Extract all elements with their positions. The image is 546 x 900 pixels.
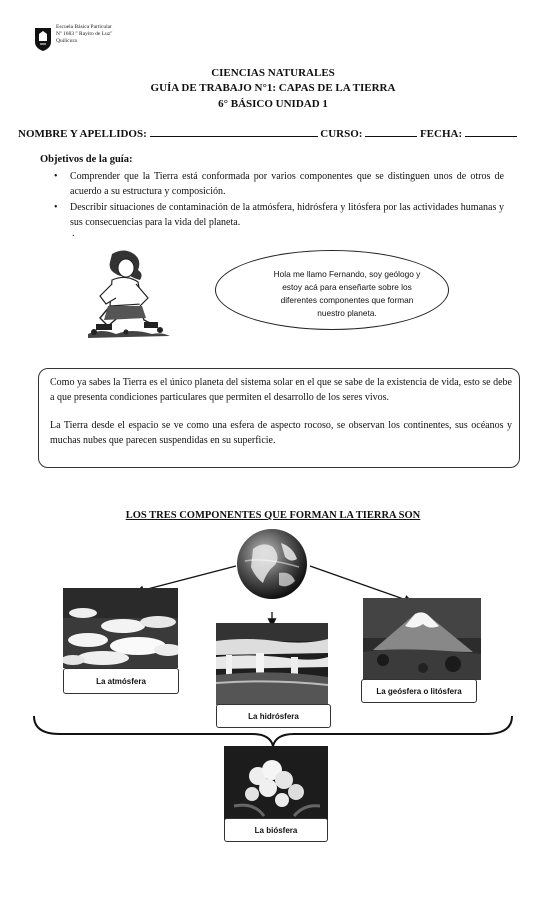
course-label: CURSO: [320,128,363,140]
stray-dot: . [72,228,75,239]
school-logo [33,26,53,52]
info-paragraph-2: La Tierra desde el espacio se ve como una esfera de aspecto rocoso, se observan los continentes, sus océanos y muchas nubes que parecen suspendidas en su superficie. [50,420,512,446]
objectives-list [52,169,504,230]
school-line-2: Nº 1683 " Rayito de Luz" [56,31,113,37]
speech-bubble-text: Hola me llamo Fernando, soy geólogo y estoy acá para enseñarte sobre los diferentes componentes que forman nuestro planeta. [273,269,421,318]
level-title: 6° BÁSICO UNIDAD 1 [218,98,328,110]
objective-item: • Comprender que la Tierra está conformada por varios componentes que se distinguen unos de otros de acuerdo a su estructura y composición. [52,169,504,199]
atmosphere-label: La atmósfera [63,668,179,694]
student-info-row [18,125,517,140]
info-paragraph-1: Como ya sabes la Tierra es el único planeta del sistema solar en el que se sabe de la existencia de vida, esto se debe a que presenta condiciones particulares que permiten el desarrollo de los seres vivos. [50,377,512,403]
name-label: NOMBRE Y APELLIDOS: [18,128,147,140]
hydrosphere-label: La hidrósfera [216,704,331,728]
geosphere-label: La geósfera o litósfera [361,679,477,703]
date-label: FECHA: [419,128,463,140]
name-field[interactable] [150,125,318,137]
components-title: LOS TRES COMPONENTES QUE FORMAN LA TIERRA SON [125,510,421,521]
biosphere-photo [224,746,328,820]
school-line-3: Quilicura [56,38,77,44]
date-field[interactable] [465,125,517,137]
school-line-1: Escuela Básica Particular [56,24,112,30]
school-name [56,24,112,45]
curly-brace [30,712,516,748]
geosphere-photo [363,598,481,680]
hydrosphere-photo [216,623,328,705]
earth-globe-image [235,527,309,601]
biosphere-label: La biósfera [224,818,328,842]
guide-title: GUÍA DE TRABAJO N°1: CAPAS DE LA TIERRA [150,82,396,94]
course-field[interactable] [365,125,417,137]
objective-item: • Describir situaciones de contaminación de la atmósfera, hidrósfera y litósfera por las actividades humanas y sus consecuencias para la vida del planeta. [52,200,504,230]
geologist-illustration [82,248,174,340]
atmosphere-photo [63,588,178,668]
objectives-title: Objetivos de la guía: [40,154,133,165]
subject-title: CIENCIAS NATURALES [211,67,335,79]
